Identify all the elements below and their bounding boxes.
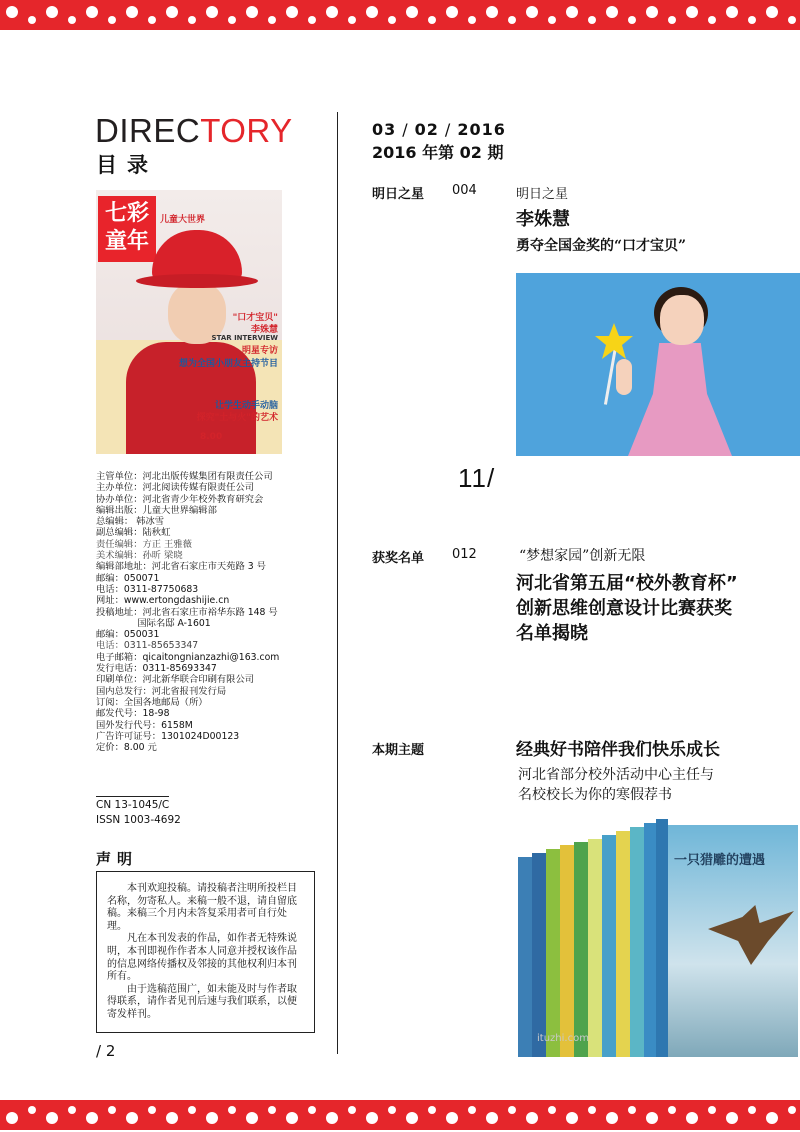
info-row: 邮发代号：18-98 [96, 708, 170, 720]
declaration-title: 声明 [96, 850, 139, 868]
top-ornament-border [0, 0, 800, 30]
info-row: 编辑部地址：河北省石家庄市天苑路 3 号 [96, 561, 266, 573]
book-spine [560, 845, 574, 1057]
cover-line: 李姝慧 [250, 325, 278, 335]
cover-price: 8.00 [200, 432, 223, 442]
book-front-title: 一只猎雕的遭遇 [674, 853, 766, 868]
issue-date [372, 120, 506, 139]
cover-line: 探究"土与火"的艺术 [196, 413, 278, 423]
section-subtitle-theme [518, 765, 788, 805]
book-front-cover [668, 825, 798, 1057]
declaration-box [96, 871, 315, 1033]
book-spine [574, 842, 588, 1057]
info-row: 总编辑： 韩冰雪 [96, 516, 165, 528]
info-row: 主管单位：河北出版传媒集团有限责任公司 [96, 471, 273, 482]
section-title-star[interactable]: 李姝慧 [516, 209, 570, 230]
title-line: 创新思维创意设计比赛获奖 [516, 598, 732, 619]
info-row: 协办单位：河北省青少年校外教育研究会 [96, 493, 264, 505]
info-row: 邮编：050031 [96, 629, 160, 641]
info-row: 电子邮箱：qicaitongnianzazhi@163.com [96, 651, 280, 663]
cover-line: 明星专访 [241, 346, 278, 356]
issue-number: 2016 年第 02 期 [372, 143, 504, 162]
info-row: 国内总发行：河北省报刊发行局 [96, 685, 227, 697]
book-spine [546, 849, 560, 1057]
section-kicker-star: 明日之星 [516, 187, 569, 202]
book-spine [644, 823, 656, 1057]
column-divider [337, 112, 338, 1054]
section-page-awards: 012 [452, 547, 477, 562]
info-row: 定价：8.00 元 [96, 742, 157, 754]
cover-logo: 七彩童年 [98, 196, 156, 262]
star-girl-photo [516, 273, 800, 456]
info-row: 主办单位：河北阅读传媒有限责任公司 [96, 482, 255, 494]
section-kicker-awards: “梦想家园”创新无限 [519, 548, 646, 564]
girl-dress [628, 343, 732, 456]
info-row: 印刷单位：河北新华联合印刷有限公司 [96, 674, 255, 686]
cover-child-hat-brim [136, 274, 258, 288]
cn-serial-number: CN 13-1045/C [96, 796, 169, 812]
section-subtitle-star: 勇夺全国金奖的“口才宝贝” [516, 238, 687, 254]
section-page-star: 004 [452, 183, 477, 198]
book-spine [588, 839, 602, 1057]
info-row: 责任编辑：方正 王雅薇 [96, 538, 192, 550]
issue-date-month: 02 [414, 120, 439, 139]
cover-line: STAR INTERVIEW [211, 334, 278, 342]
issue-date-day: 03 [372, 120, 397, 139]
section-label-star: 明日之星 [372, 187, 425, 202]
declaration-paragraph: 本刊欢迎投稿。请投稿者注明所投栏目名称，勿寄私人。来稿一般不退，请自留底稿。来稿三个月内未答复采用者可自行处理。 [107, 883, 297, 932]
book-spine [532, 853, 546, 1057]
publication-info [96, 471, 316, 753]
book-spine [616, 831, 630, 1057]
star-wand-icon [594, 321, 634, 361]
magazine-cover-image [96, 190, 282, 454]
section-title-theme[interactable]: 经典好书陪伴我们快乐成长 [516, 740, 720, 760]
date-separator: / [444, 120, 452, 139]
title-line: 名单揭晓 [516, 623, 588, 644]
book-collection-image [518, 813, 800, 1057]
issn-number: ISSN 1003-4692 [96, 814, 181, 826]
info-row: 电话：0311-85653347 [96, 640, 199, 652]
declaration-paragraph: 凡在本刊发表的作品，如作者无特殊说明，本刊即视作作者本人同意并授权该作品的信息网络传播权及邻接的其他权利归本刊所有。 [107, 933, 297, 983]
section-label-awards: 获奖名单 [372, 551, 425, 566]
cover-line: "口才宝贝" [232, 313, 278, 323]
directory-heading-cn: 目录 [96, 153, 158, 177]
book-spine [656, 819, 668, 1057]
eagle-illustration [708, 905, 794, 965]
bottom-ornament-border [0, 1100, 800, 1130]
info-row: 订阅：全国各地邮局（所） [96, 696, 208, 708]
girl-arm [616, 359, 632, 395]
date-separator: / [402, 120, 409, 139]
subtitle-line: 名校校长为你的寒假荐书 [518, 787, 672, 803]
info-row: 国外发行代号：6158M [96, 719, 193, 731]
decorative-page-mark: 11/ [458, 463, 496, 493]
info-row: 发行电话：0311-85693347 [96, 663, 217, 675]
info-row: 电话：0311-87750683 [96, 583, 199, 595]
directory-heading-part2: TORY [200, 112, 293, 149]
info-row: 国际名邸 A-1601 [96, 617, 211, 629]
info-row: 邮编：050071 [96, 572, 160, 584]
info-row: 美术编辑：孙昕 梁晓 [96, 550, 183, 562]
book-spine [518, 857, 532, 1057]
watermark: ituzhi.com [537, 1033, 589, 1044]
info-row: 副总编辑：陆秋虹 [96, 527, 171, 539]
declaration-paragraph: 由于选稿范围广，如未能及时与作者取得联系，请作者见刊后速与我们联系，以便寄发样刊。 [107, 983, 297, 1020]
girl-face [660, 295, 704, 345]
book-spine [630, 827, 644, 1057]
issue-date-year: 2016 [457, 120, 506, 139]
directory-heading-part1: DIREC [95, 112, 201, 149]
title-line: 河北省第五届“校外教育杯” [516, 573, 738, 594]
subtitle-line: 河北省部分校外活动中心主任与 [518, 767, 714, 783]
page-number: / 2 [96, 1042, 116, 1060]
info-row: 编辑出版：儿童大世界编辑部 [96, 504, 217, 516]
directory-heading [95, 113, 293, 149]
info-row: 投稿地址：河北省石家庄市裕华东路 148 号 [96, 606, 278, 618]
cover-subtitle: 儿童大世界 [160, 215, 206, 225]
book-spine [602, 835, 616, 1057]
section-title-awards[interactable] [516, 571, 796, 646]
section-label-theme: 本期主题 [372, 743, 425, 758]
info-row: 网址：www.ertongdashijie.cn [96, 595, 230, 607]
cover-line: 让学生动手动脑 [214, 401, 278, 411]
info-row: 广告许可证号：1301024D00123 [96, 730, 240, 742]
cover-line: 想为全国小朋友主持节目 [178, 359, 278, 369]
